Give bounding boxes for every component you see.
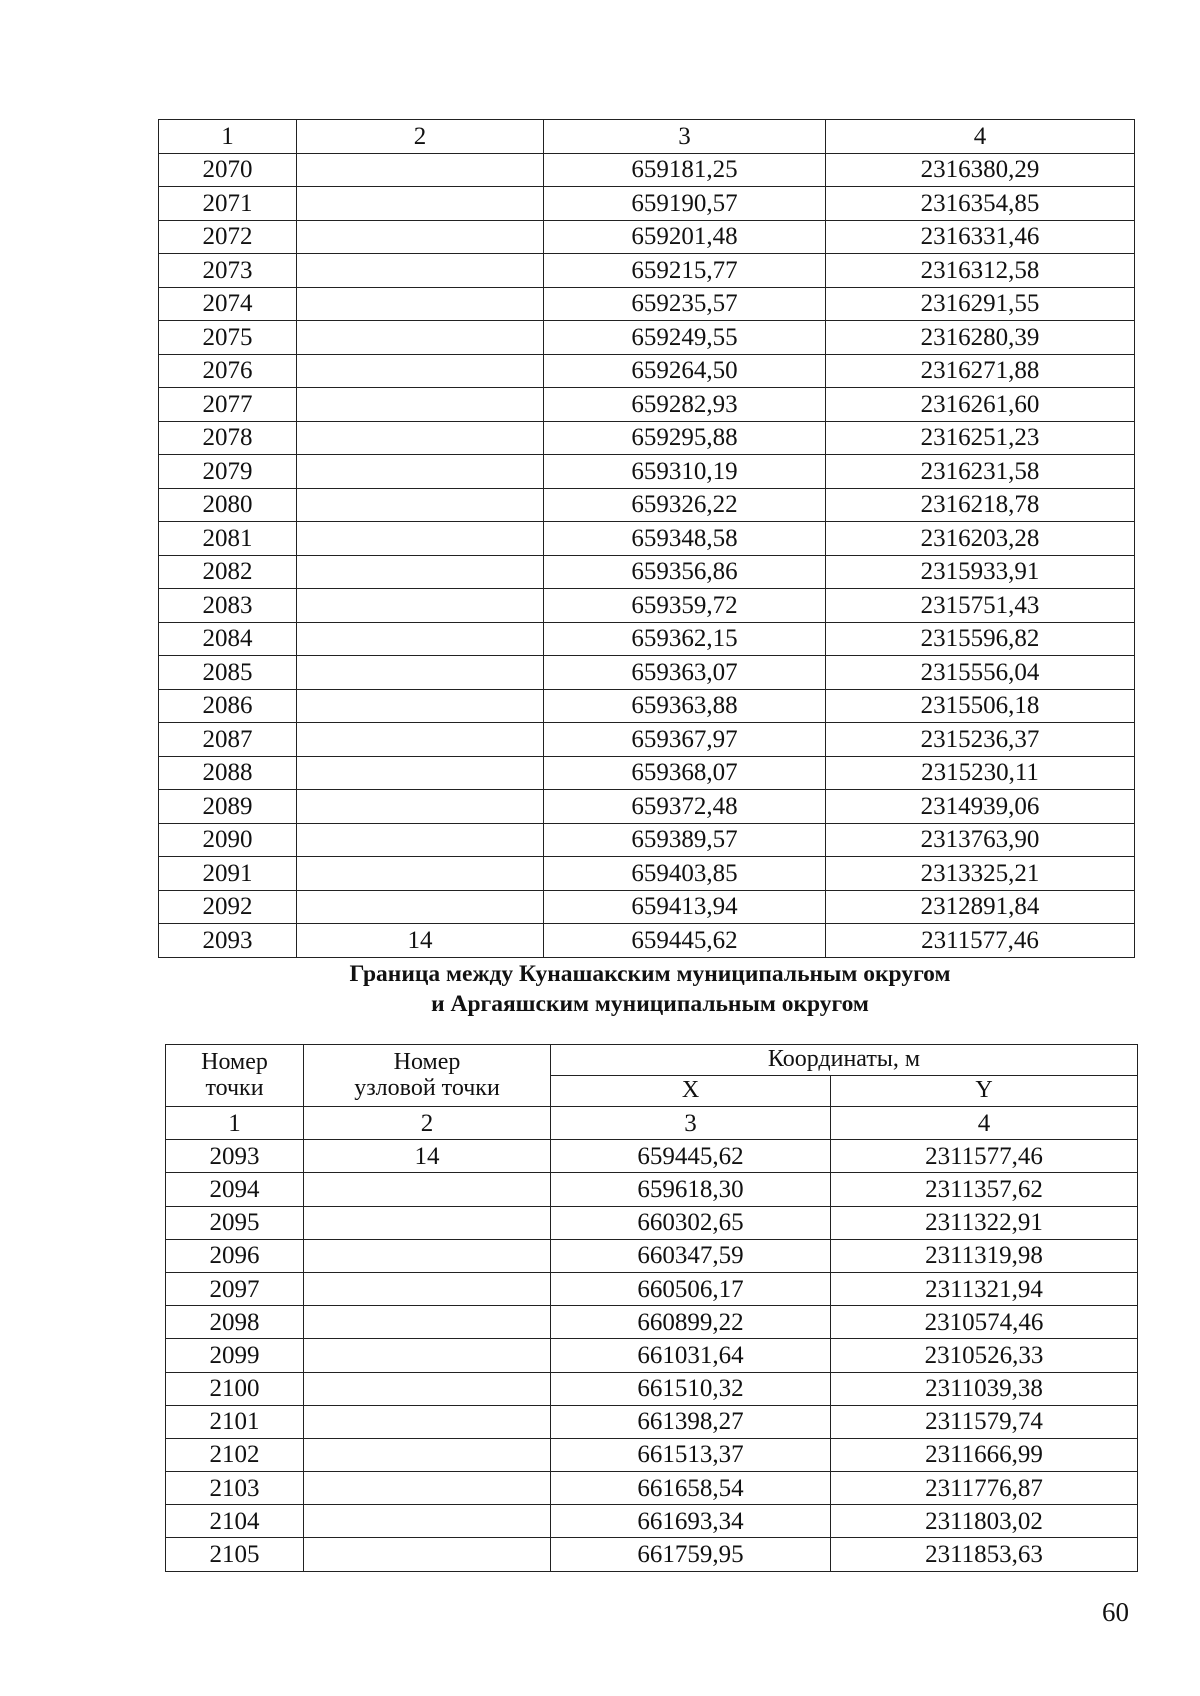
header-text: Номер xyxy=(393,1048,461,1075)
y-coordinate-cell: 2311666,99 xyxy=(831,1438,1138,1471)
point-number-cell: 2100 xyxy=(166,1372,304,1405)
point-number-cell: 2093 xyxy=(159,924,297,958)
y-coordinate-cell: 2311322,91 xyxy=(831,1206,1138,1239)
column-number-cell: 2 xyxy=(304,1107,551,1140)
column-number-cell: 2 xyxy=(297,120,544,154)
point-number-cell: 2102 xyxy=(166,1438,304,1471)
point-number-cell: 2103 xyxy=(166,1472,304,1505)
node-number-cell xyxy=(297,321,544,355)
column-number-cell: 1 xyxy=(166,1107,304,1140)
point-number-cell: 2095 xyxy=(166,1206,304,1239)
node-number-cell xyxy=(297,522,544,556)
x-coordinate-cell: 661759,95 xyxy=(551,1538,831,1571)
point-number-header xyxy=(166,1045,304,1107)
point-number-cell: 2089 xyxy=(159,790,297,824)
node-number-cell xyxy=(304,1272,551,1305)
y-coordinate-cell: 2315230,11 xyxy=(826,756,1135,790)
x-coordinate-cell: 659389,57 xyxy=(544,823,826,857)
node-number-cell xyxy=(304,1239,551,1272)
column-number-cell: 1 xyxy=(159,120,297,154)
column-number-row xyxy=(166,1107,1138,1140)
y-coordinate-cell: 2311853,63 xyxy=(831,1538,1138,1571)
node-number-cell xyxy=(297,421,544,455)
point-number-cell: 2073 xyxy=(159,254,297,288)
point-number-cell: 2097 xyxy=(166,1272,304,1305)
table-row xyxy=(159,354,1135,388)
point-number-cell: 2090 xyxy=(159,823,297,857)
point-number-cell: 2077 xyxy=(159,388,297,422)
node-number-cell xyxy=(304,1505,551,1538)
point-number-cell: 2105 xyxy=(166,1538,304,1571)
node-number-cell xyxy=(304,1306,551,1339)
header-row xyxy=(166,1045,1138,1076)
x-coordinate-cell: 661658,54 xyxy=(551,1472,831,1505)
x-coordinate-cell: 660899,22 xyxy=(551,1306,831,1339)
table-row xyxy=(159,656,1135,690)
x-coordinate-cell: 659368,07 xyxy=(544,756,826,790)
x-coordinate-cell: 659445,62 xyxy=(544,924,826,958)
table-row xyxy=(159,823,1135,857)
coordinates-header: Координаты, м xyxy=(551,1045,1138,1076)
table-row xyxy=(159,555,1135,589)
table-row xyxy=(159,220,1135,254)
section-title xyxy=(160,960,1140,1020)
table-row xyxy=(159,321,1135,355)
point-number-cell: 2093 xyxy=(166,1140,304,1173)
table-row xyxy=(166,1505,1138,1538)
point-number-cell: 2070 xyxy=(159,153,297,187)
x-coordinate-cell: 659359,72 xyxy=(544,589,826,623)
y-coordinate-cell: 2316312,58 xyxy=(826,254,1135,288)
x-coordinate-cell: 659190,57 xyxy=(544,187,826,221)
point-number-cell: 2074 xyxy=(159,287,297,321)
x-coordinate-cell: 659326,22 xyxy=(544,488,826,522)
x-coordinate-cell: 659363,88 xyxy=(544,689,826,723)
point-number-cell: 2078 xyxy=(159,421,297,455)
x-coordinate-cell: 659249,55 xyxy=(544,321,826,355)
y-coordinate-cell: 2311577,46 xyxy=(826,924,1135,958)
point-number-cell: 2092 xyxy=(159,890,297,924)
table-row xyxy=(166,1372,1138,1405)
point-number-cell: 2098 xyxy=(166,1306,304,1339)
node-number-cell xyxy=(297,857,544,891)
x-coordinate-cell: 659264,50 xyxy=(544,354,826,388)
node-number-cell: 14 xyxy=(304,1140,551,1173)
node-number-cell xyxy=(297,187,544,221)
y-coordinate-cell: 2316380,29 xyxy=(826,153,1135,187)
node-number-cell xyxy=(297,354,544,388)
table-row xyxy=(166,1405,1138,1438)
point-number-cell: 2086 xyxy=(159,689,297,723)
y-coordinate-cell: 2310574,46 xyxy=(831,1306,1138,1339)
table-row xyxy=(159,924,1135,958)
y-coordinate-cell: 2311321,94 xyxy=(831,1272,1138,1305)
x-coordinate-cell: 659215,77 xyxy=(544,254,826,288)
node-number-cell xyxy=(297,153,544,187)
column-number-cell: 4 xyxy=(831,1107,1138,1140)
point-number-cell: 2076 xyxy=(159,354,297,388)
table-row xyxy=(159,421,1135,455)
table-row xyxy=(159,622,1135,656)
y-coordinate-cell: 2316291,55 xyxy=(826,287,1135,321)
y-coordinate-cell: 2316354,85 xyxy=(826,187,1135,221)
table-row xyxy=(159,187,1135,221)
y-coordinate-cell: 2316261,60 xyxy=(826,388,1135,422)
y-coordinate-cell: 2315751,43 xyxy=(826,589,1135,623)
y-coordinate-cell: 2316218,78 xyxy=(826,488,1135,522)
point-number-cell: 2104 xyxy=(166,1505,304,1538)
node-number-cell xyxy=(297,823,544,857)
node-number-cell xyxy=(297,254,544,288)
table-row xyxy=(159,857,1135,891)
x-coordinate-cell: 660506,17 xyxy=(551,1272,831,1305)
point-number-cell: 2085 xyxy=(159,656,297,690)
point-number-cell: 2072 xyxy=(159,220,297,254)
point-number-cell: 2075 xyxy=(159,321,297,355)
point-number-cell: 2071 xyxy=(159,187,297,221)
table-row xyxy=(159,589,1135,623)
node-number-cell xyxy=(304,1173,551,1206)
x-header: X xyxy=(551,1076,831,1107)
point-number-cell: 2079 xyxy=(159,455,297,489)
section-title-line: и Аргаяшским муниципальным округом xyxy=(431,990,869,1017)
y-coordinate-cell: 2316231,58 xyxy=(826,455,1135,489)
node-number-cell xyxy=(304,1206,551,1239)
node-number-cell xyxy=(297,622,544,656)
y-coordinate-cell: 2311039,38 xyxy=(831,1372,1138,1405)
y-coordinate-cell: 2316203,28 xyxy=(826,522,1135,556)
point-number-cell: 2101 xyxy=(166,1405,304,1438)
y-coordinate-cell: 2315596,82 xyxy=(826,622,1135,656)
table-row xyxy=(159,254,1135,288)
x-coordinate-cell: 659413,94 xyxy=(544,890,826,924)
x-coordinate-cell: 659310,19 xyxy=(544,455,826,489)
point-number-cell: 2099 xyxy=(166,1339,304,1372)
column-number-cell: 4 xyxy=(826,120,1135,154)
y-coordinate-cell: 2315506,18 xyxy=(826,689,1135,723)
node-number-cell xyxy=(304,1372,551,1405)
table-row xyxy=(166,1206,1138,1239)
point-number-cell: 2096 xyxy=(166,1239,304,1272)
node-number-cell xyxy=(297,589,544,623)
x-coordinate-cell: 659367,97 xyxy=(544,723,826,757)
y-coordinate-cell: 2316280,39 xyxy=(826,321,1135,355)
node-number-cell xyxy=(297,790,544,824)
y-coordinate-cell: 2315236,37 xyxy=(826,723,1135,757)
x-coordinate-cell: 659356,86 xyxy=(544,555,826,589)
x-coordinate-cell: 659295,88 xyxy=(544,421,826,455)
node-number-cell xyxy=(297,455,544,489)
table-row xyxy=(166,1173,1138,1206)
node-number-cell xyxy=(297,689,544,723)
point-number-cell: 2081 xyxy=(159,522,297,556)
x-coordinate-cell: 661693,34 xyxy=(551,1505,831,1538)
header-text: Номер xyxy=(201,1048,268,1075)
x-coordinate-cell: 659201,48 xyxy=(544,220,826,254)
x-coordinate-cell: 659181,25 xyxy=(544,153,826,187)
node-number-cell xyxy=(304,1538,551,1571)
y-coordinate-cell: 2311357,62 xyxy=(831,1173,1138,1206)
point-number-cell: 2088 xyxy=(159,756,297,790)
section-title-line: Граница между Кунашакским муниципальным округом xyxy=(349,961,951,987)
table-row xyxy=(159,455,1135,489)
table-row xyxy=(166,1438,1138,1471)
column-number-cell: 3 xyxy=(551,1107,831,1140)
table-row xyxy=(159,388,1135,422)
table-row xyxy=(159,890,1135,924)
y-header: Y xyxy=(831,1076,1138,1107)
node-number-cell xyxy=(297,723,544,757)
node-number-cell xyxy=(297,656,544,690)
y-coordinate-cell: 2311776,87 xyxy=(831,1472,1138,1505)
table-row xyxy=(159,488,1135,522)
y-coordinate-cell: 2311579,74 xyxy=(831,1405,1138,1438)
table-row xyxy=(159,723,1135,757)
coordinates-table-bottom xyxy=(165,1044,1138,1572)
table-row xyxy=(159,790,1135,824)
x-coordinate-cell: 659362,15 xyxy=(544,622,826,656)
y-coordinate-cell: 2313763,90 xyxy=(826,823,1135,857)
coordinates-table-top xyxy=(158,119,1135,958)
page-number: 60 xyxy=(1102,1597,1129,1627)
point-number-cell: 2084 xyxy=(159,622,297,656)
y-coordinate-cell: 2313325,21 xyxy=(826,857,1135,891)
point-number-cell: 2091 xyxy=(159,857,297,891)
y-coordinate-cell: 2311803,02 xyxy=(831,1505,1138,1538)
x-coordinate-cell: 659235,57 xyxy=(544,287,826,321)
coordinates-table-bottom-body xyxy=(166,1045,1138,1572)
node-number-cell xyxy=(304,1438,551,1471)
y-coordinate-cell: 2314939,06 xyxy=(826,790,1135,824)
point-number-cell: 2094 xyxy=(166,1173,304,1206)
x-coordinate-cell: 661398,27 xyxy=(551,1405,831,1438)
node-number-cell: 14 xyxy=(297,924,544,958)
table-row xyxy=(159,689,1135,723)
node-number-cell xyxy=(297,555,544,589)
node-number-cell xyxy=(297,220,544,254)
x-coordinate-cell: 660302,65 xyxy=(551,1206,831,1239)
table-row xyxy=(166,1306,1138,1339)
x-coordinate-cell: 660347,59 xyxy=(551,1239,831,1272)
point-number-cell: 2087 xyxy=(159,723,297,757)
node-number-cell xyxy=(297,287,544,321)
x-coordinate-cell: 661513,37 xyxy=(551,1438,831,1471)
header-text: узловой точки xyxy=(354,1074,500,1101)
x-coordinate-cell: 659618,30 xyxy=(551,1173,831,1206)
y-coordinate-cell: 2316271,88 xyxy=(826,354,1135,388)
table-row xyxy=(166,1472,1138,1505)
x-coordinate-cell: 661510,32 xyxy=(551,1372,831,1405)
x-coordinate-cell: 659282,93 xyxy=(544,388,826,422)
x-coordinate-cell: 659363,07 xyxy=(544,656,826,690)
x-coordinate-cell: 659445,62 xyxy=(551,1140,831,1173)
y-coordinate-cell: 2312891,84 xyxy=(826,890,1135,924)
y-coordinate-cell: 2315556,04 xyxy=(826,656,1135,690)
node-number-cell xyxy=(304,1405,551,1438)
x-coordinate-cell: 661031,64 xyxy=(551,1339,831,1372)
node-number-cell xyxy=(304,1472,551,1505)
node-number-cell xyxy=(304,1339,551,1372)
table-row xyxy=(166,1272,1138,1305)
x-coordinate-cell: 659348,58 xyxy=(544,522,826,556)
point-number-cell: 2083 xyxy=(159,589,297,623)
y-coordinate-cell: 2311319,98 xyxy=(831,1239,1138,1272)
x-coordinate-cell: 659372,48 xyxy=(544,790,826,824)
table-row xyxy=(159,153,1135,187)
table-row xyxy=(166,1339,1138,1372)
table-row xyxy=(166,1239,1138,1272)
point-number-cell: 2080 xyxy=(159,488,297,522)
y-coordinate-cell: 2316331,46 xyxy=(826,220,1135,254)
node-number-cell xyxy=(297,890,544,924)
node-number-cell xyxy=(297,388,544,422)
table-row xyxy=(166,1140,1138,1173)
node-number-header xyxy=(304,1045,551,1107)
point-number-cell: 2082 xyxy=(159,555,297,589)
y-coordinate-cell: 2315933,91 xyxy=(826,555,1135,589)
column-number-row xyxy=(159,120,1135,154)
table-row xyxy=(159,522,1135,556)
column-number-cell: 3 xyxy=(544,120,826,154)
coordinates-table-top-body xyxy=(159,120,1135,958)
node-number-cell xyxy=(297,488,544,522)
x-coordinate-cell: 659403,85 xyxy=(544,857,826,891)
y-coordinate-cell: 2316251,23 xyxy=(826,421,1135,455)
node-number-cell xyxy=(297,756,544,790)
y-coordinate-cell: 2311577,46 xyxy=(831,1140,1138,1173)
table-row xyxy=(159,756,1135,790)
table-row xyxy=(166,1538,1138,1571)
table-row xyxy=(159,287,1135,321)
y-coordinate-cell: 2310526,33 xyxy=(831,1339,1138,1372)
header-text: точки xyxy=(205,1074,264,1101)
